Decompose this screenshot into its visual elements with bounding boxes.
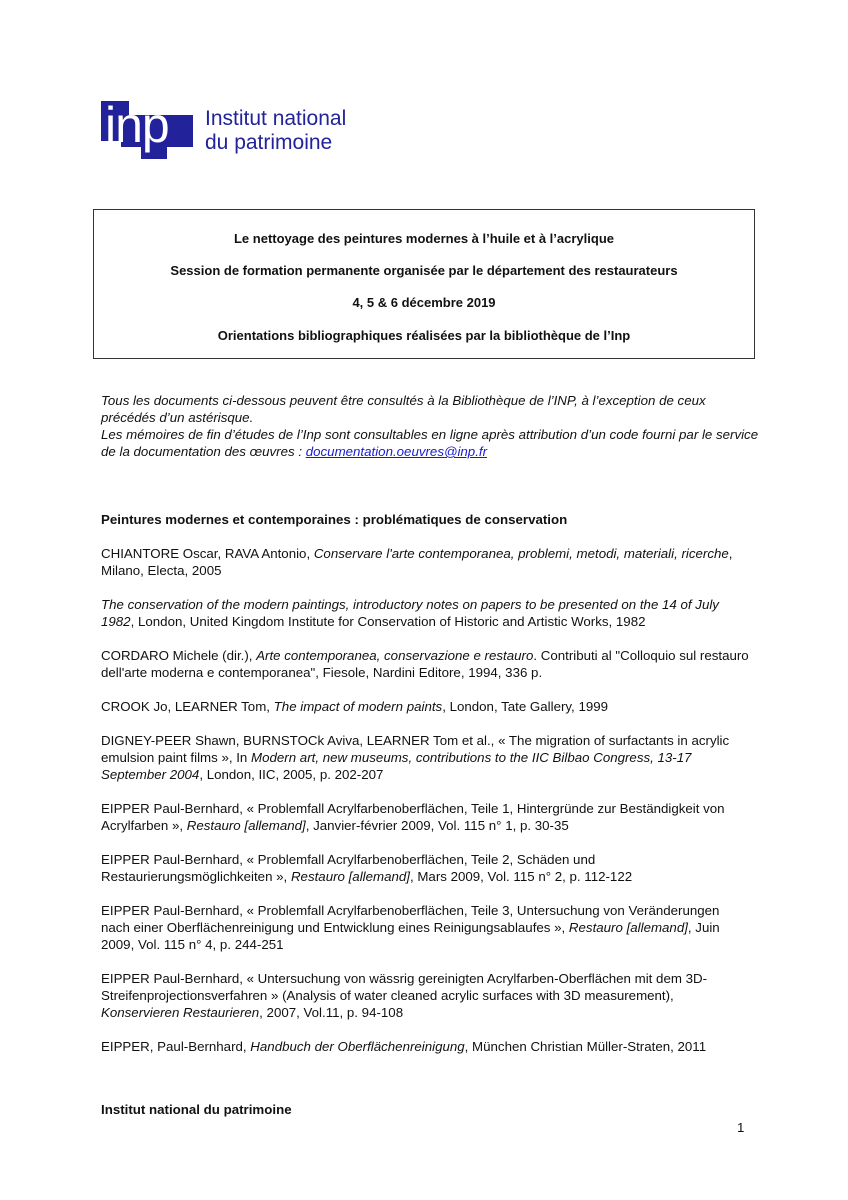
reference-item: EIPPER Paul-Bernhard, « Problemfall Acrylfarbenoberflächen, Teile 2, Schäden und Restaurierungsmöglichkeiten », Restauro [allemand], Mars 2009, Vol. 115 n° 2, p. 112-122 xyxy=(101,852,633,884)
inp-logo xyxy=(101,101,346,159)
documentation-email-link[interactable]: documentation.oeuvres@inp.fr xyxy=(305,444,488,459)
reference-item: The conservation of the modern paintings, introductory notes on papers to be presented on the 14 of July 1982, London, United Kingdom Institute for Conservation of Historic and Artistic Works, 1982 xyxy=(101,597,719,629)
inp-logo-mark xyxy=(101,101,193,159)
session-dates: 4, 5 & 6 décembre 2019 xyxy=(352,295,496,310)
title-box xyxy=(93,209,755,359)
reference-item: CROOK Jo, LEARNER Tom, The impact of modern paints, London, Tate Gallery, 1999 xyxy=(101,699,609,714)
logo-acronym: inp xyxy=(105,101,169,153)
logo-institution-name xyxy=(205,107,346,155)
reference-list xyxy=(101,545,751,1072)
document-title: Le nettoyage des peintures modernes à l’huile et à l’acrylique xyxy=(233,231,614,246)
reference-item: CHIANTORE Oscar, RAVA Antonio, Conservare l'arte contemporanea, problemi, metodi, materiali, ricerche, Milano, Electa, 2005 xyxy=(101,546,733,578)
reference-item: EIPPER Paul-Bernhard, « Untersuchung von wässrig gereinigten Acrylfarben-Oberflächen mit dem 3D- Streifenprojectionsverfahren » (Analysis of water cleaned acrylic surfaces with 3D measurement), Konservieren Restaurieren, 2007, Vol.11, p. 94-108 xyxy=(101,971,708,1020)
reference-item: CORDARO Michele (dir.), Arte contemporanea, conservazione e restauro. Contributi al "Colloquio sul restauro dell'arte moderna e contemporanea", Fiesole, Nardini Editore, 1994, 336 p. xyxy=(101,648,749,680)
intro-line2: Les mémoires de fin d’études de l’Inp sont consultables en ligne après attribution d’un code fourni par le service de la documentation des œuvres : documentation.oeuvres@inp.fr xyxy=(101,427,759,459)
reference-item: EIPPER Paul-Bernhard, « Problemfall Acrylfarbenoberflächen, Teile 1, Hintergründe zur Beständigkeit von Acrylfarben », Restauro [allemand], Janvier-février 2009, Vol. 115 n° 1, p. 30-35 xyxy=(101,801,725,833)
bibliography-credit: Orientations bibliographiques réalisées par la bibliothèque de l’Inp xyxy=(217,328,631,343)
reference-item: EIPPER Paul-Bernhard, « Problemfall Acrylfarbenoberflächen, Teile 3, Untersuchung von Veränderungen nach einer Oberflächenreinigung und Entwicklung eines Reinigungsablaufes », Restauro [allemand], Juin 2009, Vol. 115 n° 4, p. 244-251 xyxy=(101,903,720,952)
logo-name-line2: du patrimoine xyxy=(205,131,333,154)
reference-item: DIGNEY-PEER Shawn, BURNSTOCk Aviva, LEARNER Tom et al., « The migration of surfactants in acrylic emulsion paint films », In Modern art, new museums, contributions to the IIC Bilbao Congress, 13-17 September 2004, London, IIC, 2005, p. 202-207 xyxy=(101,733,730,782)
intro-notice xyxy=(101,392,761,460)
intro-line1: Tous les documents ci-dessous peuvent être consultés à la Bibliothèque de l’INP, à l’exception de ceux précédés d’un astérisque. xyxy=(101,393,706,425)
reference-item: EIPPER, Paul-Bernhard, Handbuch der Oberflächenreinigung, München Christian Müller-Straten, 2011 xyxy=(101,1039,707,1054)
session-subtitle: Session de formation permanente organisée par le département des restaurateurs xyxy=(170,263,678,278)
page-number: 1 xyxy=(737,1120,745,1135)
footer-institution: Institut national du patrimoine xyxy=(101,1102,292,1117)
logo-name-line1: Institut national xyxy=(205,107,347,130)
section-heading: Peintures modernes et contemporaines : problématiques de conservation xyxy=(101,512,568,527)
